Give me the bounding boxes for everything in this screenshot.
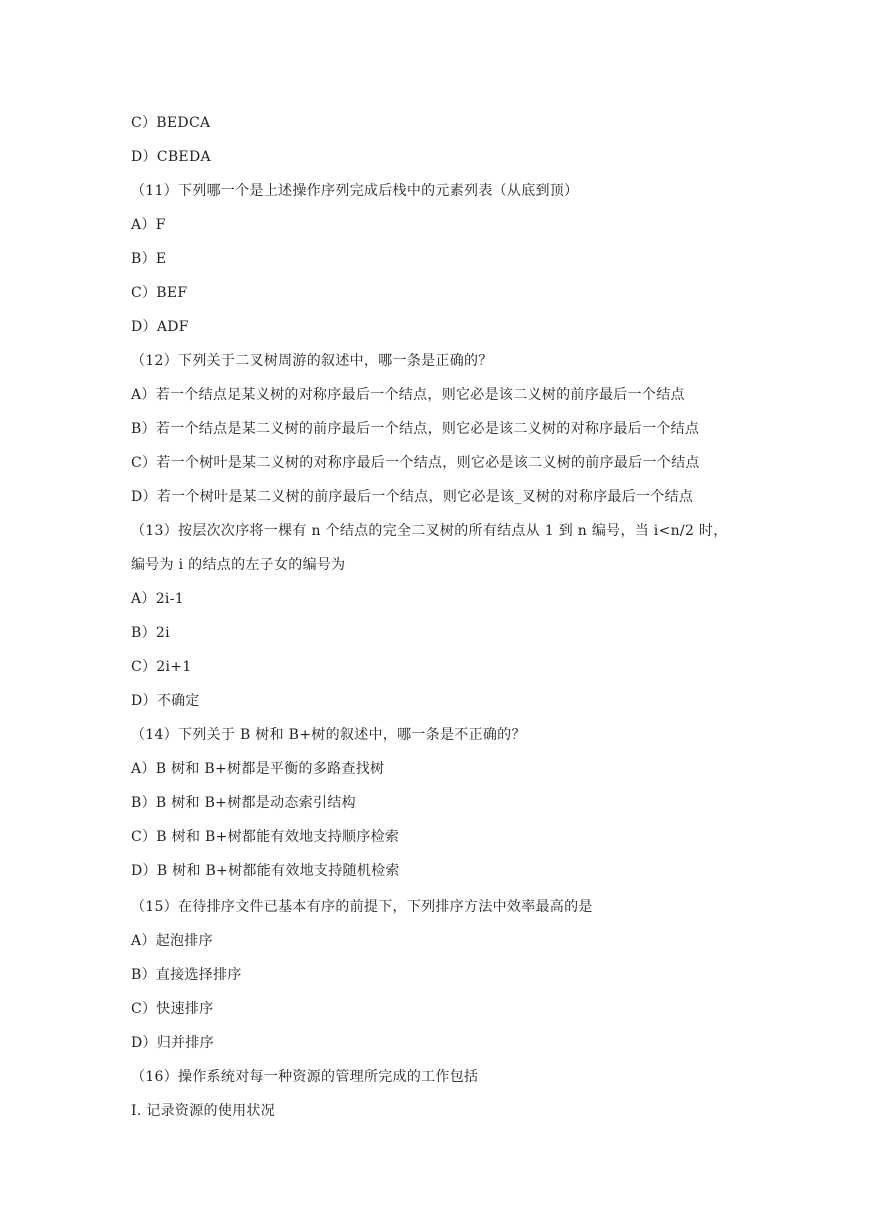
option-b-line: B）E	[131, 251, 167, 267]
option-c-line: C）BEDCA	[131, 115, 211, 131]
question-12: （12）下列关于二叉树周游的叙述中，哪一条是正确的？	[131, 353, 493, 369]
option-c-line: C）若一个树叶是某二义树的对称序最后一个结点，则它必是该二义树的前序最后一个结点	[131, 455, 700, 471]
option-a-line: A）若一个结点足某义树的对称序最后一个结点，则它必是该二义树的前序最后一个结点	[131, 387, 685, 403]
option-d-line: D）归并排序	[131, 1035, 215, 1051]
item-i-line: I. 记录资源的使用状况	[131, 1103, 276, 1119]
question-13-continued: 编号为 i 的结点的左子女的编号为	[131, 557, 346, 573]
option-d-line: D）不确定	[131, 693, 200, 709]
option-a-line: A）B 树和 B+树都是平衡的多路查找树	[131, 761, 385, 777]
option-b-line: B）若一个结点是某二义树的前序最后一个结点，则它必是该二义树的对称序最后一个结点	[131, 421, 700, 437]
option-a-line: A）2i-1	[131, 591, 184, 607]
option-c-line: C）B 树和 B+树都能有效地支持顺序检索	[131, 829, 400, 845]
option-d-line: D）CBEDA	[131, 149, 211, 165]
question-14: （14）下列关于 B 树和 B+树的叙述中，哪一条是不正确的？	[131, 727, 526, 743]
option-b-line: B）直接选择排序	[131, 967, 242, 983]
question-16: （16）操作系统对每一种资源的管理所完成的工作包括	[131, 1069, 479, 1085]
question-15: （15）在待排序文件已基本有序的前提下，下列排序方法中效率最高的是	[131, 899, 593, 915]
option-c-line: C）快速排序	[131, 1001, 214, 1017]
option-b-line: B）2i	[131, 625, 170, 641]
option-d-line: D）ADF	[131, 319, 189, 335]
question-13: （13）按层次次序将一棵有 n 个结点的完全二叉树的所有结点从 1 到 n 编号，当 i<n/2 时，	[131, 523, 728, 539]
question-11: （11）下列哪一个是上述操作序列完成后栈中的元素列表（从底到顶）	[131, 183, 579, 199]
option-b-line: B）B 树和 B+树都是动态索引结构	[131, 795, 356, 811]
option-d-line: D）若一个树叶是某二义树的前序最后一个结点，则它必是该_叉树的对称序最后一个结点	[131, 489, 694, 505]
option-a-line: A）起泡排序	[131, 933, 213, 949]
option-a-line: A）F	[131, 217, 166, 233]
option-c-line: C）BEF	[131, 285, 188, 301]
option-d-line: D）B 树和 B+树都能有效地支持随机检索	[131, 863, 400, 879]
option-c-line: C）2i+1	[131, 659, 192, 675]
